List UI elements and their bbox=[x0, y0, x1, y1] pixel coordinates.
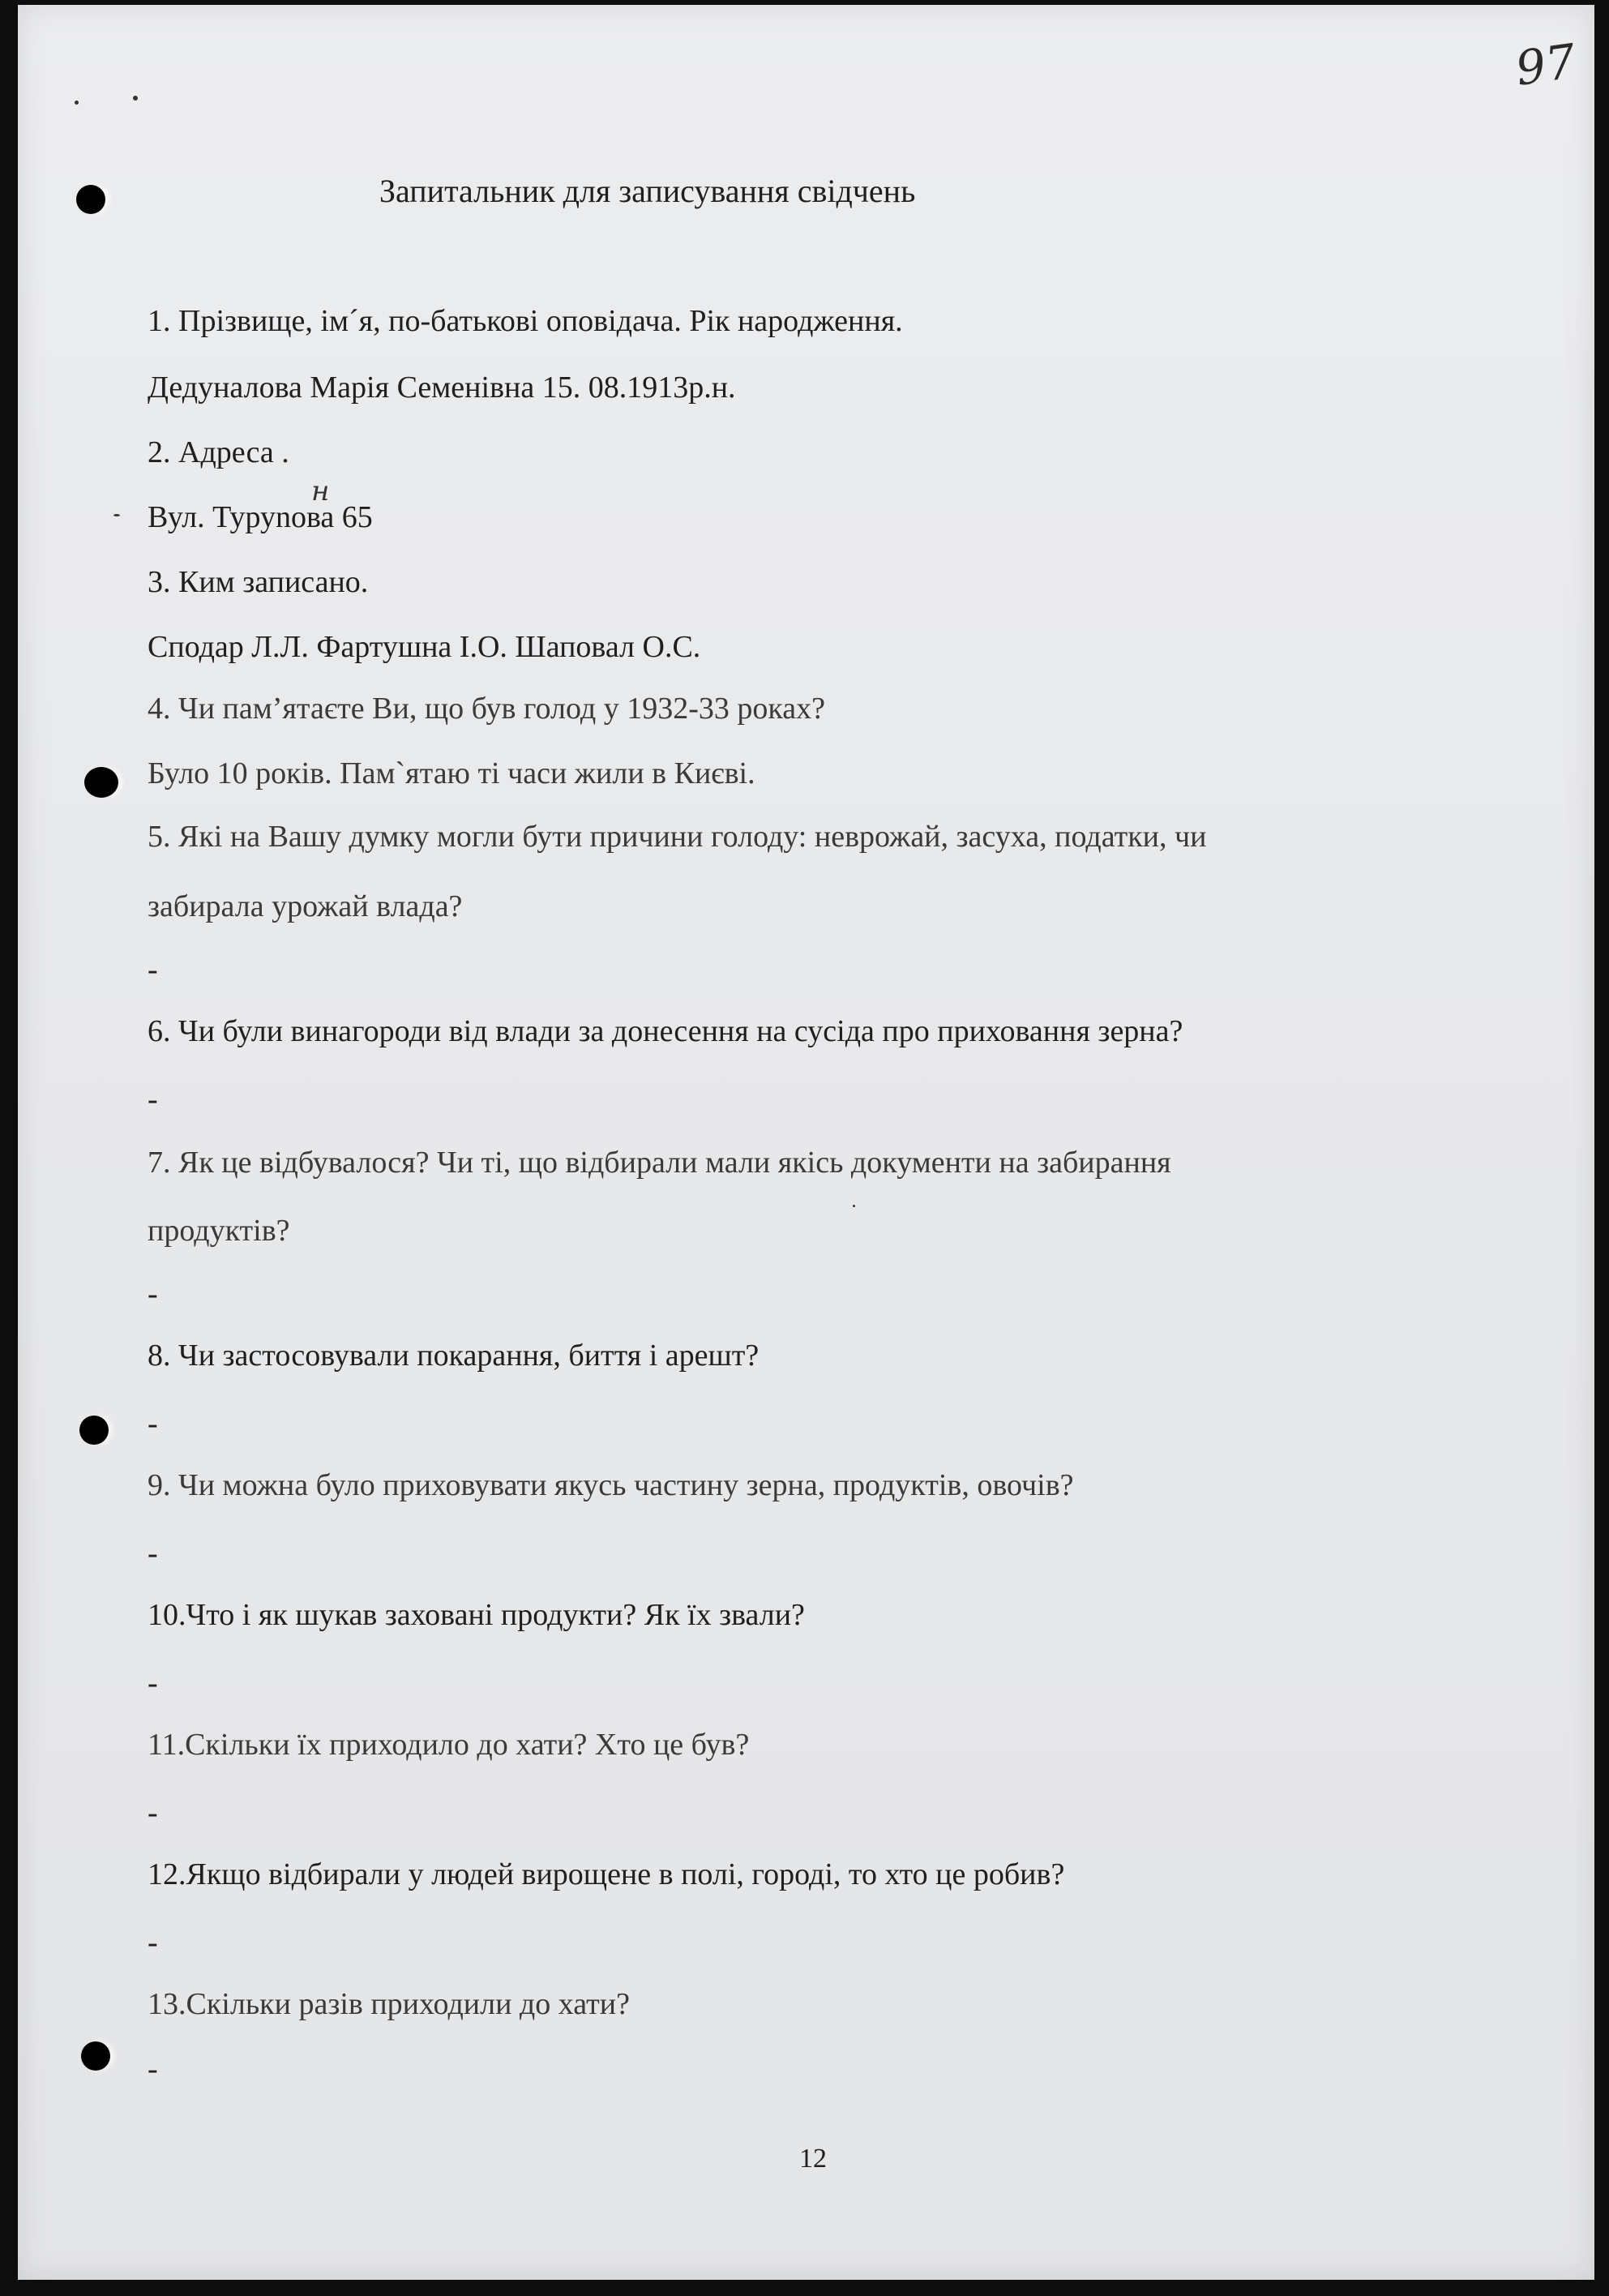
question-7: 7. Як це відбувалося? Чи ті, що відбирали мали якісь документи на забирання bbox=[148, 1146, 1171, 1180]
question-6: 6. Чи були винагороди від влади за донесення на сусіда про приховання зерна? bbox=[148, 1014, 1183, 1048]
answer-6: - bbox=[148, 1082, 158, 1116]
answer-8: - bbox=[148, 1407, 158, 1441]
question-9: 9. Чи можна було приховувати якусь частину зерна, продуктів, овочів? bbox=[148, 1468, 1074, 1502]
punch-hole bbox=[79, 1416, 109, 1445]
question-11: 11.Скільки їх приходило до хати? Хто це був? bbox=[148, 1728, 750, 1762]
question-8: 8. Чи застосовували покарання, биття і арешт? bbox=[148, 1339, 760, 1373]
question-7-cont: продуктів? bbox=[148, 1214, 290, 1248]
question-10: 10.Что і як шукав заховані продукти? Як їх звали? bbox=[148, 1598, 805, 1632]
answer-4: Було 10 років. Пам`ятаю ті часи жили в Києві. bbox=[148, 756, 755, 790]
answer-13: - bbox=[148, 2052, 158, 2086]
question-2: 2. Адреса . bbox=[148, 435, 289, 469]
answer-7: - bbox=[148, 1277, 158, 1311]
question-3: 3. Ким записано. bbox=[148, 565, 369, 599]
punch-hole bbox=[76, 185, 105, 214]
paper-speck bbox=[133, 96, 138, 101]
footer-page-number: 12 bbox=[799, 2144, 827, 2174]
answer-10: - bbox=[148, 1666, 158, 1700]
answer-2: Вул. Туруnова 65 bbox=[148, 500, 373, 534]
punch-hole bbox=[84, 767, 118, 798]
document-title: Запитальник для записування свідчень bbox=[379, 173, 916, 209]
answer-5: - bbox=[148, 953, 158, 987]
answer-9: - bbox=[148, 1536, 158, 1570]
handwritten-page-number: 97 bbox=[1512, 33, 1580, 96]
question-12: 12.Якщо відбирали у людей вирощене в полі, городі, то хто це робив? bbox=[148, 1857, 1065, 1891]
answer-1: Дедуналова Марія Семенівна 15. 08.1913р.н. bbox=[148, 371, 736, 405]
question-5-cont: забирала урожай влада? bbox=[148, 889, 463, 923]
paper-speck bbox=[113, 514, 120, 516]
punch-hole bbox=[81, 2041, 110, 2071]
handwritten-correction: н bbox=[311, 475, 330, 508]
question-5: 5. Які на Вашу думку могли бути причини голоду: неврожай, засуха, податки, чи bbox=[148, 820, 1207, 854]
question-13: 13.Скільки разів приходили до хати? bbox=[148, 1987, 630, 2021]
answer-11: - bbox=[148, 1796, 158, 1830]
question-1: 1. Прізвище, ім´я, по-батькові оповідача. Рік народження. bbox=[148, 304, 903, 338]
document-page bbox=[18, 5, 1594, 2280]
answer-3: Сподар Л.Л. Фартушна І.О. Шаповал О.С. bbox=[148, 630, 701, 664]
question-4: 4. Чи пам’ятаєте Ви, що був голод у 1932-33 роках? bbox=[148, 692, 826, 726]
paper-speck bbox=[75, 101, 79, 105]
answer-12: - bbox=[148, 1925, 158, 1960]
paper-speck bbox=[853, 1205, 855, 1207]
